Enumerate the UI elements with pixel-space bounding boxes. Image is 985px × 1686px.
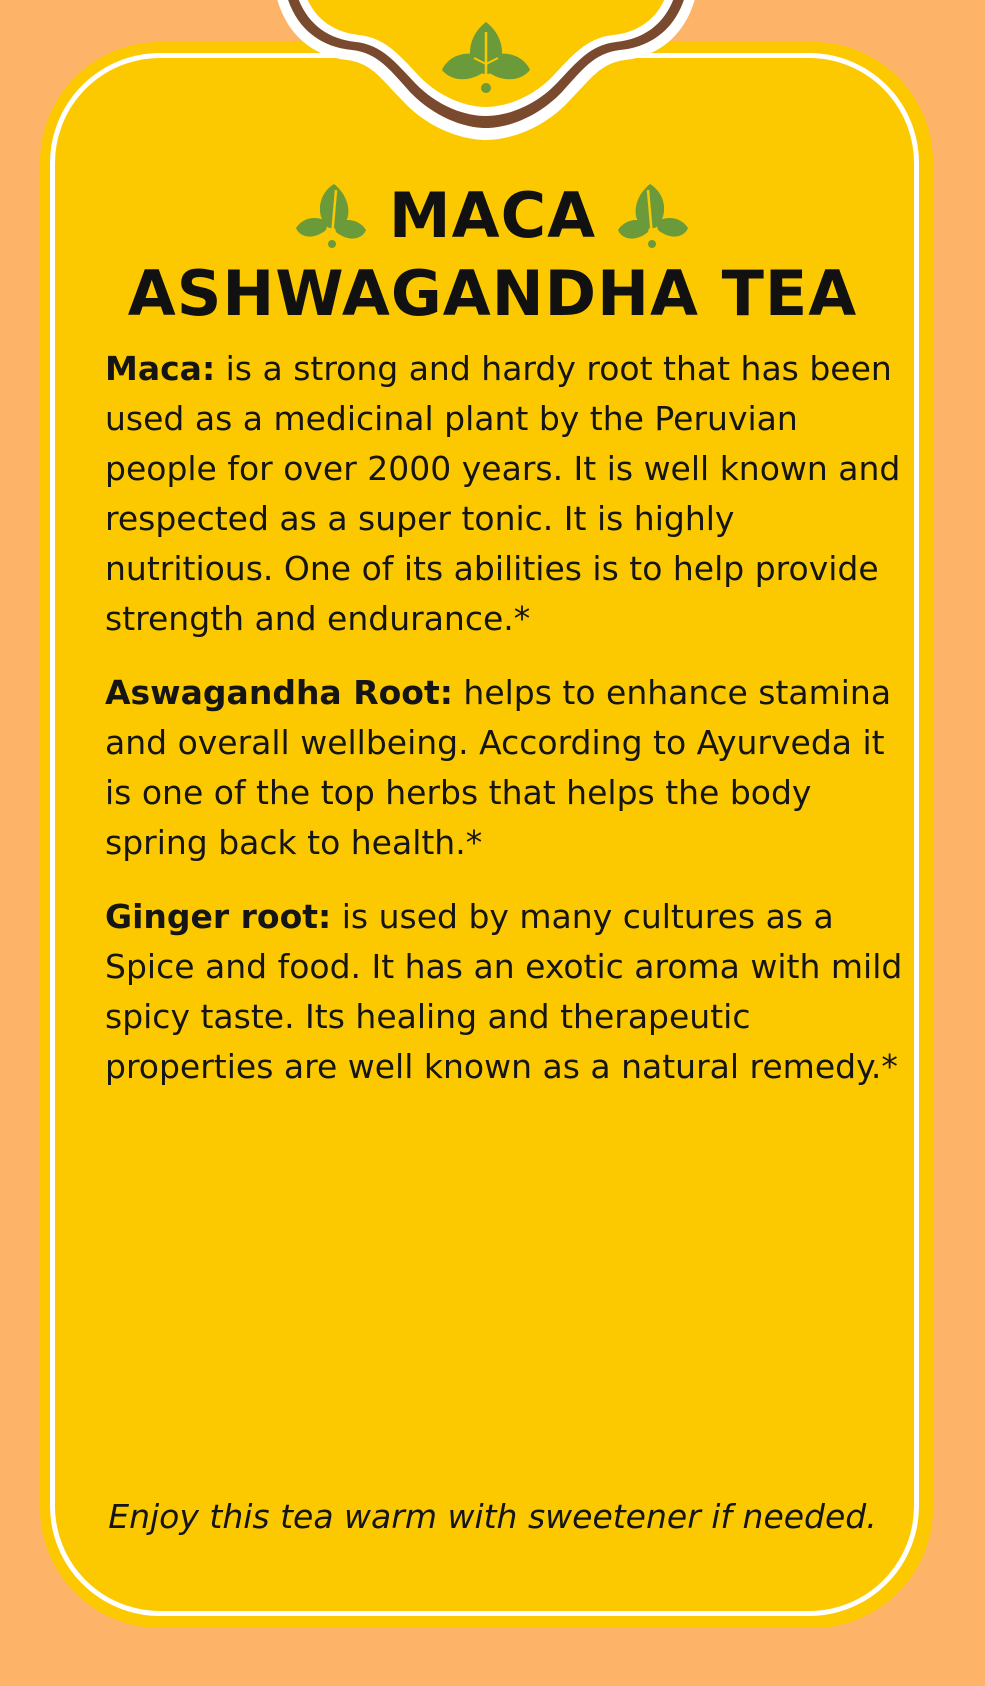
serving-suggestion: Enjoy this tea warm with sweetener if needed.	[108, 1497, 877, 1536]
ingredient-description: is used by many cultures as a Spice and food. It has an exotic aroma with mild spicy taste. Its healing and therapeutic properties are well known as a natural remedy.*	[105, 897, 903, 1086]
ingredient-maca	[105, 344, 905, 644]
top-badge	[262, 0, 710, 165]
ingredient-ginger	[105, 892, 905, 1092]
ingredient-ashwagandha	[105, 668, 905, 868]
ingredient-term: Maca:	[105, 349, 216, 388]
ingredient-list	[105, 344, 905, 1116]
ingredient-description: helps to enhance stamina and overall wellbeing. According to Ayurveda it is one of the top herbs that helps the body spring back to health.*	[105, 673, 892, 862]
ingredient-description: is a strong and hardy root that has been used as a medicinal plant by the Peruvian people for over 2000 years. It is well known and respected as a super tonic. It is highly nutritious. One of its abilities is to help provide strength and endurance.*	[105, 349, 901, 638]
ingredient-term: Ginger root:	[105, 897, 332, 936]
title-line-2: ASHWAGANDHA TEA	[127, 257, 858, 330]
title-line-1: MACA	[388, 179, 597, 252]
ingredient-term: Aswagandha Root:	[105, 673, 453, 712]
